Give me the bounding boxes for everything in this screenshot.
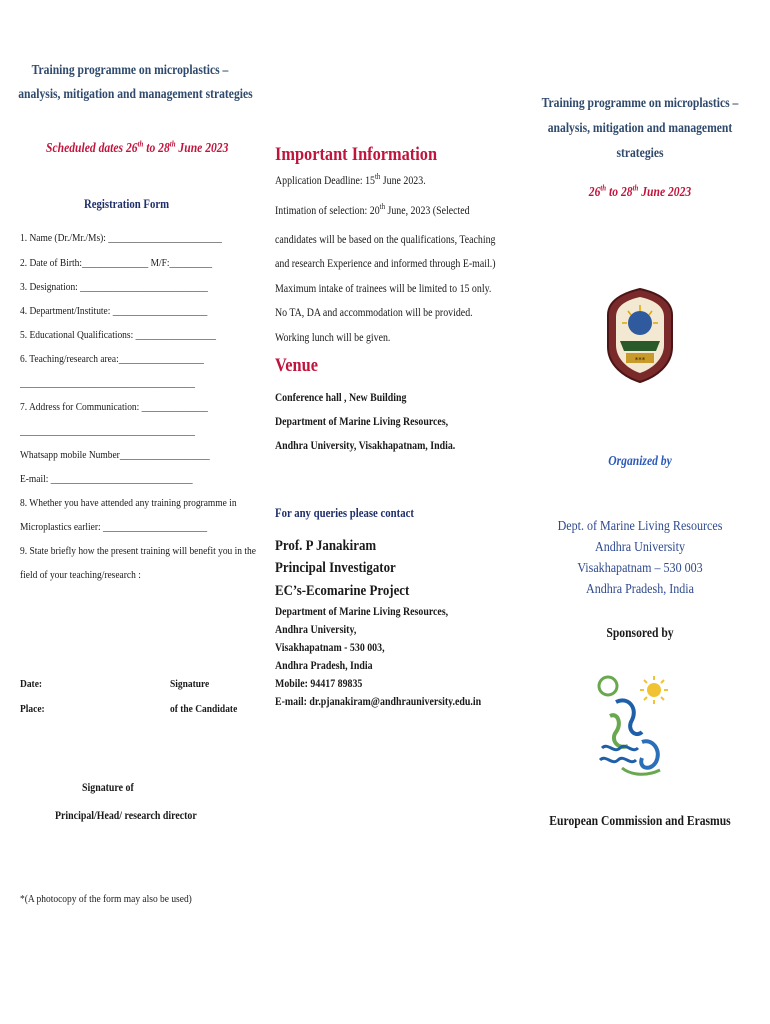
svg-text:***: ***: [634, 356, 646, 364]
contact-name: Prof. P Janakiram: [275, 538, 377, 554]
field-address-cont[interactable]: _____________________________________: [20, 425, 196, 437]
principal-signature-line1: Signature of: [82, 782, 134, 794]
photocopy-note: *(A photocopy of the form may also be used): [20, 893, 192, 905]
field-research-area-cont[interactable]: _____________________________________: [20, 377, 196, 389]
contact-line: Andhra University,: [275, 624, 357, 636]
intimation-of-selection: Intimation of selection: 20th June, 2023 (Selected: [275, 202, 470, 217]
principal-signature-line2: Principal/Head/ research director: [55, 810, 197, 822]
org-line: Andhra University: [595, 540, 685, 555]
field-department[interactable]: 4. Department/Institute: ____________________: [20, 305, 208, 317]
venue-line: Conference hall , New Building: [275, 392, 407, 404]
info-line: No TA, DA and accommodation will be provided.: [275, 307, 473, 319]
venue-line: Department of Marine Living Resources,: [275, 416, 449, 428]
field-research-area[interactable]: 6. Teaching/research area:__________________: [20, 353, 204, 365]
place-label: Place:: [20, 703, 45, 715]
date-label: Date:: [20, 678, 43, 690]
contact-email[interactable]: E-mail: dr.pjanakiram@andhrauniversity.edu.in: [275, 696, 482, 708]
field-address[interactable]: 7. Address for Communication: ______________: [20, 401, 208, 413]
info-line: Working lunch will be given.: [275, 332, 391, 344]
right-title-line2: analysis, mitigation and management: [547, 120, 733, 135]
sponsor-name: European Commission and Erasmus: [549, 813, 731, 828]
left-scheduled-dates: Scheduled dates 26th to 28th June 2023: [46, 139, 229, 155]
left-title-line2: analysis, mitigation and management strategies: [18, 86, 253, 101]
contact-line: Andhra Pradesh, India: [275, 660, 373, 672]
field-q9-cont[interactable]: field of your teaching/research :: [20, 569, 141, 581]
organized-by-label: Organized by: [608, 453, 672, 468]
info-line: Maximum intake of trainees will be limited to 15 only.: [275, 283, 492, 295]
field-name[interactable]: 1. Name (Dr./Mr./Ms): ________________________: [20, 232, 222, 244]
field-qualifications[interactable]: 5. Educational Qualifications: _________________: [20, 329, 216, 341]
right-title-line1: Training programme on microplastics –: [541, 95, 739, 110]
field-dob[interactable]: 2. Date of Birth:______________ M/F:_________: [20, 257, 213, 269]
left-title-line1: Training programme on microplastics –: [31, 62, 229, 77]
andhra-university-seal-icon: [600, 285, 680, 385]
right-title-line3: strategies: [616, 145, 664, 160]
right-dates: 26th to 28th June 2023: [588, 183, 692, 199]
contact-line: Department of Marine Living Resources,: [275, 606, 449, 618]
info-line: candidates will be based on the qualifications, Teaching: [275, 234, 496, 246]
registration-form-heading: Registration Form: [84, 197, 170, 211]
application-deadline: Application Deadline: 15th June 2023.: [275, 172, 426, 187]
important-info-heading: Important Information: [275, 144, 438, 165]
signature-label: Signature: [170, 678, 210, 690]
field-q8: 8. Whether you have attended any training programme in: [20, 497, 237, 509]
org-line: Dept. of Marine Living Resources: [557, 519, 723, 534]
candidate-label: of the Candidate: [170, 703, 238, 715]
queries-heading: For any queries please contact: [275, 506, 414, 520]
contact-line: Visakhapatnam - 530 003,: [275, 642, 385, 654]
sponsored-by-label: Sponsored by: [606, 625, 674, 640]
field-email[interactable]: E-mail: ______________________________: [20, 473, 193, 485]
org-line: Visakhapatnam – 530 003: [577, 561, 703, 576]
ecomarine-project-logo-icon: [592, 672, 670, 782]
field-q9: 9. State briefly how the present training will benefit you in the: [20, 545, 256, 557]
contact-mobile: Mobile: 94417 89835: [275, 678, 363, 690]
info-line: and research Experience and informed through E-mail.): [275, 258, 496, 270]
venue-heading: Venue: [275, 355, 318, 376]
field-designation[interactable]: 3. Designation: ___________________________: [20, 281, 208, 293]
org-line: Andhra Pradesh, India: [585, 582, 694, 597]
field-microplastics-earlier[interactable]: Microplastics earlier: ______________________: [20, 521, 208, 533]
contact-role: Principal Investigator: [275, 560, 396, 576]
venue-line: Andhra University, Visakhapatnam, India.: [275, 440, 456, 452]
field-whatsapp[interactable]: Whatsapp mobile Number___________________: [20, 449, 210, 461]
contact-project: EC’s-Ecomarine Project: [275, 583, 410, 599]
